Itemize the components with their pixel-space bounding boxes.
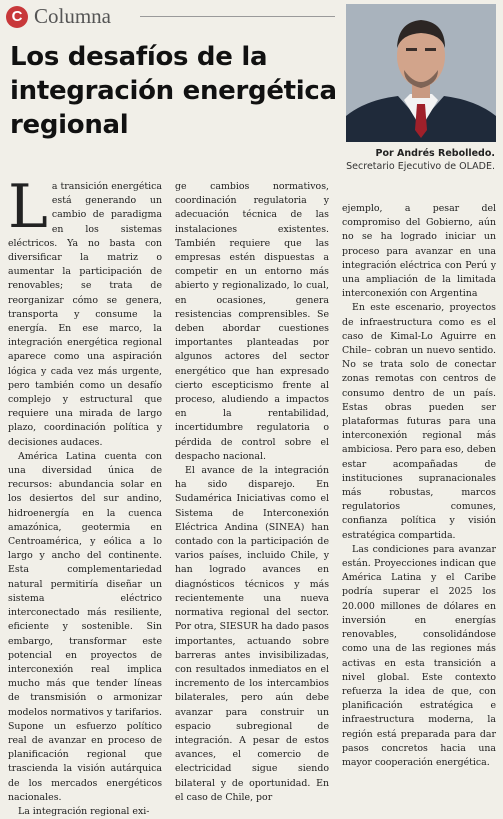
- drop-cap: L: [8, 172, 48, 242]
- paragraph: El avance de la integración ha sido disparejo. En Sudamérica Iniciativas como el Sistema de Interconexión Eléctrica Andina (SINEA) han contado con la participación de varios países, incluido Chile, y han logrado avances en diagnósticos técnicos y más recientemente una nueva normativa regional del sector. Por otra, SIESUR ha dado pasos importantes, actuando sobre barreras antes invisibilizadas, con resultados inmediatos en el incremento de los intercambios bilaterales, pero aún debe avanzar para construir un espacio subregional de integración. A pesar de estos avances, el comercio de electricidad sigue siendo bilateral y de oportunidad. En el caso de Chile, por: [175, 465, 329, 803]
- paragraph: América Latina cuenta con una diversidad única de recursos: abundancia solar en los desiertos del sur andino, hidroenergía en la cuenca amazónica, geotermia en Centroamérica, y eólica a lo largo y ancho del continente. Esta complementariedad natural permitiría diseñar un sistema eléctrico interconectado más resiliente, eficiente y sostenible. Sin embargo, transformar este potencial en proyectos de interconexión real implica mucho más que tender líneas de transmisión o armonizar modelos normativos y tarifarios. Supone un esfuerzo político real de avanzar en proceso de planificación regional que trascienda la visión autárquica de los mercados energéticos nacionales.: [8, 450, 162, 803]
- body-column-3: [342, 180, 496, 792]
- byline-author: Por Andrés Rebolledo.: [375, 148, 495, 159]
- paragraph: Las condiciones para avanzar están. Proyecciones indican que América Latina y el Caribe podría superar el 2025 los 20.000 millones de dólares en inversión en energías renovables, consolidándose como una de las regiones más activas en esta transición a nivel global. Este contexto refuerza la idea de que, con planificación estratégica e infraestructura moderna, la región está preparada para dar pasos concretos hacia una mayor cooperación energética.: [342, 543, 496, 768]
- byline-role: Secretario Ejecutivo de OLADE.: [346, 160, 495, 172]
- paragraph: a transición energética está generando un cambio de paradigma en los sistemas eléctricos. Ya no basta con diversificar la matriz o aumentar la participación de renovables; se trata de reorganizar cómo se genera, transporta y consume la energía. En ese marco, la integración energética regional aparece como una aspiración lógica y cada vez más urgente, pero también como un desafío complejo y estructural que requiere una mirada de largo plazo, coordinación política y decisiones audaces.: [8, 181, 162, 448]
- byline: [295, 148, 495, 173]
- section-badge: C: [6, 6, 28, 28]
- paragraph: ge cambios normativos, coordinación regulatoria y adecuación técnica de las instalaciones existentes. También requiere que las empresas estén dispuestas a competir en un entorno más abierto y regionalizado, lo cual, en ocasiones, genera resistencias comprensibles. Se deben abordar cuestiones importantes planteadas por algunos actores del sector energético que han expresado cierto escepticismo frente al proceso, aludiendo a impactos en la rentabilidad, incertidumbre regulatoria o pérdida de control sobre el despacho nacional.: [175, 181, 329, 462]
- section-label: Columna: [34, 4, 111, 28]
- body-column-1: [8, 172, 162, 817]
- author-portrait-icon: [346, 4, 496, 142]
- paragraph: En este escenario, proyectos de infraestructura como es el caso de Kimal-Lo Aguirre en Chile– cobran un nuevo sentido. No se trata solo de conectar zonas remotas con centros de consumo dentro de un país. Estas obras pueden ser plataformas futuras para una interconexión regional más ambiciosa. Pero para eso, deben estar acompañadas de instituciones supranacionales más robustas, marcos regulatorios comunes, confianza política y visión estratégica compartida.: [342, 302, 497, 541]
- header-divider: [140, 16, 335, 17]
- section-tag: [6, 4, 111, 29]
- article-body: [8, 172, 497, 817]
- body-column-2: [175, 180, 329, 803]
- author-portrait: [346, 4, 496, 142]
- headline: Los desafíos de la integración energética regional: [10, 42, 337, 140]
- paragraph: La integración regional exi-: [18, 805, 150, 817]
- paragraph: ejemplo, a pesar del compromiso del Gobierno, aún no se ha logrado iniciar un proceso para avanzar en una integración eléctrica con Perú y una ampliación de la limitada interconexión con Argentina: [342, 203, 496, 300]
